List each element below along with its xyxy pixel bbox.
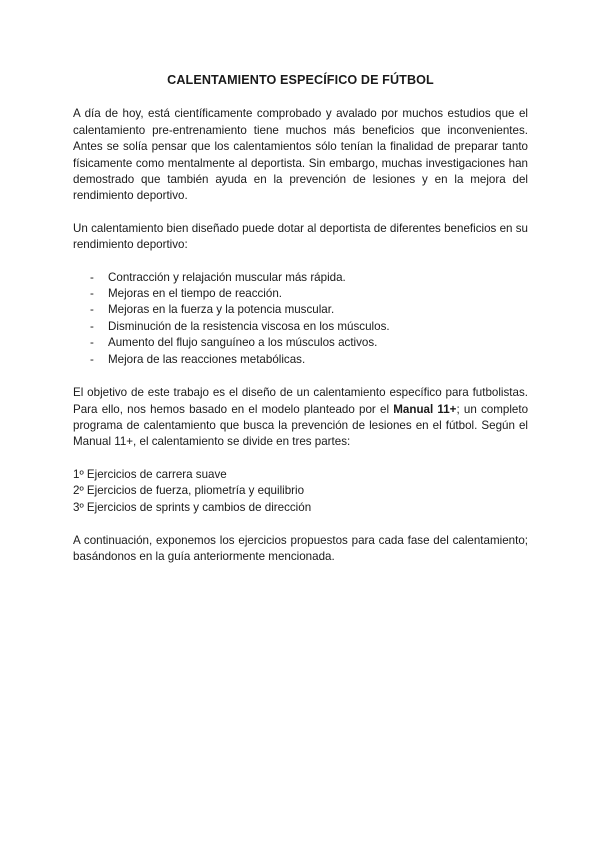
benefits-intro-paragraph: Un calentamiento bien diseñado puede dotar al deportista de diferentes beneficios en su rendimiento deportivo: [73, 221, 528, 252]
intro-paragraph: A día de hoy, está científicamente comprobado y avalado por muchos estudios que el calentamiento pre-entrenamiento tiene muchos más beneficios que inconvenientes. Antes se solía pensar que los calentamientos sólo tenían la finalidad de preparar tanto físicamente como mentalmente al deportista. Sin embargo, muchas investigaciones han demostrado que también ayuda en la prevención de lesiones y en la mejora del rendimiento deportivo. [73, 107, 528, 203]
phases-list [73, 467, 528, 516]
benefits-list [73, 270, 528, 368]
conclusion-paragraph: A continuación, exponemos los ejercicios propuestos para cada fase del calentamiento; basándonos en la guía anteriormente mencionada. [73, 533, 528, 564]
objective-paragraph [73, 385, 528, 451]
list-item-text: Contracción y relajación muscular más rápida. [108, 270, 346, 284]
list-item-text: Mejora de las reacciones metabólicas. [108, 352, 306, 366]
phase-item: 3º Ejercicios de sprints y cambios de dirección [73, 500, 312, 514]
list-item [73, 302, 528, 318]
list-item-text: Mejoras en la fuerza y la potencia muscular. [108, 303, 335, 317]
bullet-dash: - [90, 352, 94, 366]
document-title: CALENTAMIENTO ESPECÍFICO DE FÚTBOL [167, 73, 434, 87]
list-item-text: Aumento del flujo sanguíneo a los músculos activos. [108, 336, 378, 350]
bullet-dash: - [90, 336, 94, 350]
objective-text-after: ; un completo programa de calentamiento que busca la prevención de lesiones en el fútbol. Según el Manual 11+, el calentamiento se divide en tres partes: [73, 402, 529, 449]
list-item [73, 319, 528, 335]
bullet-dash: - [90, 319, 94, 333]
document-body [73, 72, 528, 582]
manual-name: Manual 11+ [393, 402, 457, 416]
list-item [73, 352, 528, 368]
objective-text-before: El objetivo de este trabajo es el diseño de un calentamiento específico para futbolistas. Para ello, nos hemos basado en el modelo planteado por el [73, 386, 528, 416]
bullet-dash: - [90, 270, 94, 284]
list-item-text: Mejoras en el tiempo de reacción. [108, 287, 282, 301]
list-item [73, 286, 528, 302]
list-item [73, 335, 528, 351]
phase-item: 2º Ejercicios de fuerza, pliometría y equilibrio [73, 484, 305, 498]
list-item [73, 270, 528, 286]
phase-item: 1º Ejercicios de carrera suave [73, 467, 227, 481]
bullet-dash: - [90, 287, 94, 301]
bullet-dash: - [90, 303, 94, 317]
list-item-text: Disminución de la resistencia viscosa en los músculos. [108, 319, 390, 333]
